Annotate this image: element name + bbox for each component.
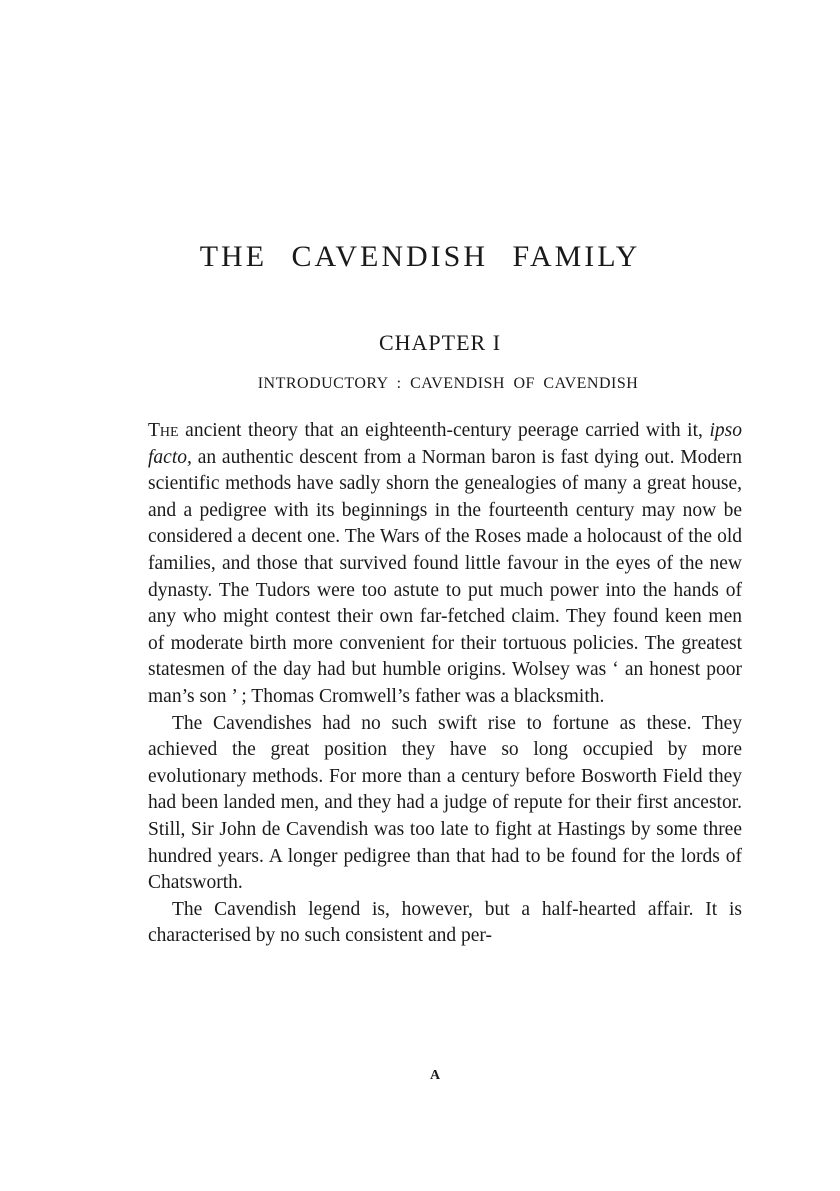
paragraph-1-italic: ipso facto, xyxy=(148,420,742,468)
paragraph-3: The Cavendish legend is, however, but a half-hearted affair. It is characterised by no such consistent and per- xyxy=(148,898,742,947)
opening-word: The xyxy=(148,420,179,441)
chapter-number: CHAPTER I xyxy=(378,330,502,355)
paragraph-1-text-a: ancient theory that an eighteenth-century peerage carried with it, xyxy=(178,420,710,441)
chapter-subtitle: INTRODUCTORY : CAVENDISH OF CAVENDISH xyxy=(257,375,639,392)
book-title: THE CAVENDISH FAMILY xyxy=(199,240,641,273)
paragraph-2: The Cavendishes had no such swift rise to fortune as these. They achieved the great position they have so long occupied by more evolutionary methods. For more than a century before Bosworth Field they had been landed men, and they had a judge of repute for their first ancestor. Still, Sir John de Cavendish was too late to fight at Hastings by some three hundred years. A longer pedigree than that had to be found for the lords of Chatsworth. xyxy=(148,712,742,894)
body-text xyxy=(148,418,742,950)
paragraph-1 xyxy=(148,418,742,711)
signature-mark: A xyxy=(429,1068,441,1083)
paragraph-1-text-b: an authentic descent from a Norman baron is fast dying out. Modern scientific methods have sadly shorn the genealogies of many a great house, and a pedigree with its beginnings in the fourteenth century may now be considered a decent one. The Wars of the Roses made a holocaust of the old families, and those that survived found little favour in the eyes of the new dynasty. The Tudors were too astute to put much power into the hands of any who might contest their own far-fetched claim. They found keen men of moderate birth more convenient for their tortuous policies. The greatest statesmen of the day had but humble origins. Wolsey was ‘ an honest poor man’s son ’ ; Thomas Cromwell’s father was a blacksmith. xyxy=(148,446,742,707)
